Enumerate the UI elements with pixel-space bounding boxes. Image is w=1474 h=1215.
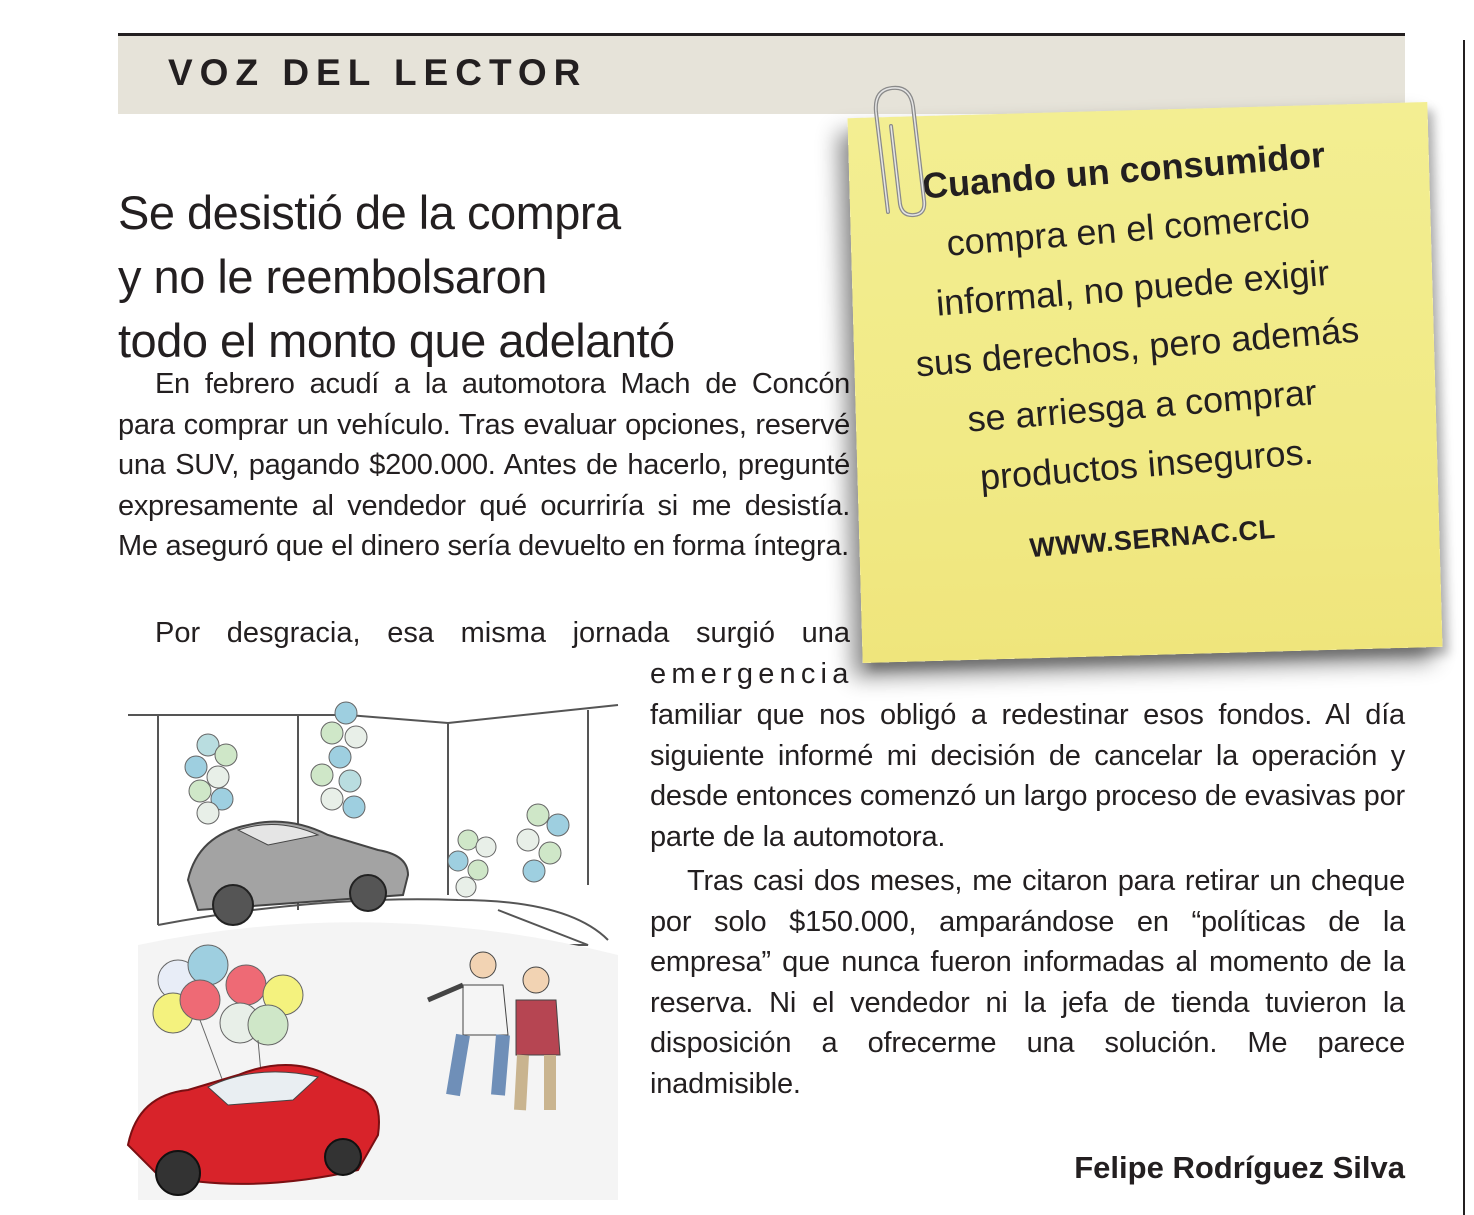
sticky-note-line: se arriesga a comprar	[965, 371, 1319, 440]
balloon-cluster	[311, 702, 367, 818]
headline	[118, 181, 818, 373]
paperclip-icon	[858, 82, 948, 222]
article-paragraph-2-rest: familiar que nos obligó a redestinar esos fondos. Al día siguiente informé mi decisión de cancelar la operación y desde entonces comenzó un largo proceso de evasivas por parte de la automotora.	[650, 699, 1405, 853]
sernac-url: WWW.SERNAC.CL	[1028, 513, 1277, 564]
car-dealership-illustration	[118, 695, 638, 1200]
article-paragraph-2-word: emergencia	[650, 658, 854, 690]
balloon-cluster	[448, 804, 569, 897]
sticky-note-line: Cuando un consumidor	[920, 133, 1327, 207]
article-paragraph-2-start: Por desgracia, esa misma jornada surgió una	[155, 617, 850, 649]
headline-line: y no le reembolsaron	[118, 250, 547, 304]
column-divider	[1463, 40, 1465, 1215]
sticky-note-line: sus derechos, pero además	[914, 308, 1361, 385]
section-header	[118, 33, 1405, 114]
section-label: VOZ DEL LECTOR	[168, 52, 588, 93]
headline-line: todo el monto que adelantó	[118, 314, 675, 368]
sticky-note-line: compra en el comercio	[944, 194, 1312, 264]
balloon-cluster	[185, 734, 237, 824]
sticky-note-line: informal, no puede exigir	[934, 251, 1331, 324]
sticky-note-line: productos inseguros.	[978, 430, 1315, 498]
author-signature: Felipe Rodríguez Silva	[1074, 1150, 1405, 1185]
article-paragraph-1: En febrero acudí a la automotora Mach de Concón para comprar un vehículo. Tras evaluar opciones, reservé una SUV, pagando $200.000. Antes de hacerlo, pregunté expresamente al vendedor qué ocurriría si me desistía. Me aseguró que el dinero sería devuelto en forma íntegra.	[118, 368, 850, 562]
headline-line: Se desistió de la compra	[118, 186, 621, 240]
article-paragraph-3: Tras casi dos meses, me citaron para retirar un cheque por solo $150.000, amparándose en “políticas de la empresa” que nunca fueron informadas al momento de la reserva. Ni el vendedor ni la jefa de tienda tuvieron la disposición a ofrecerme una solución. Me parece inadmisible.	[650, 865, 1405, 1100]
